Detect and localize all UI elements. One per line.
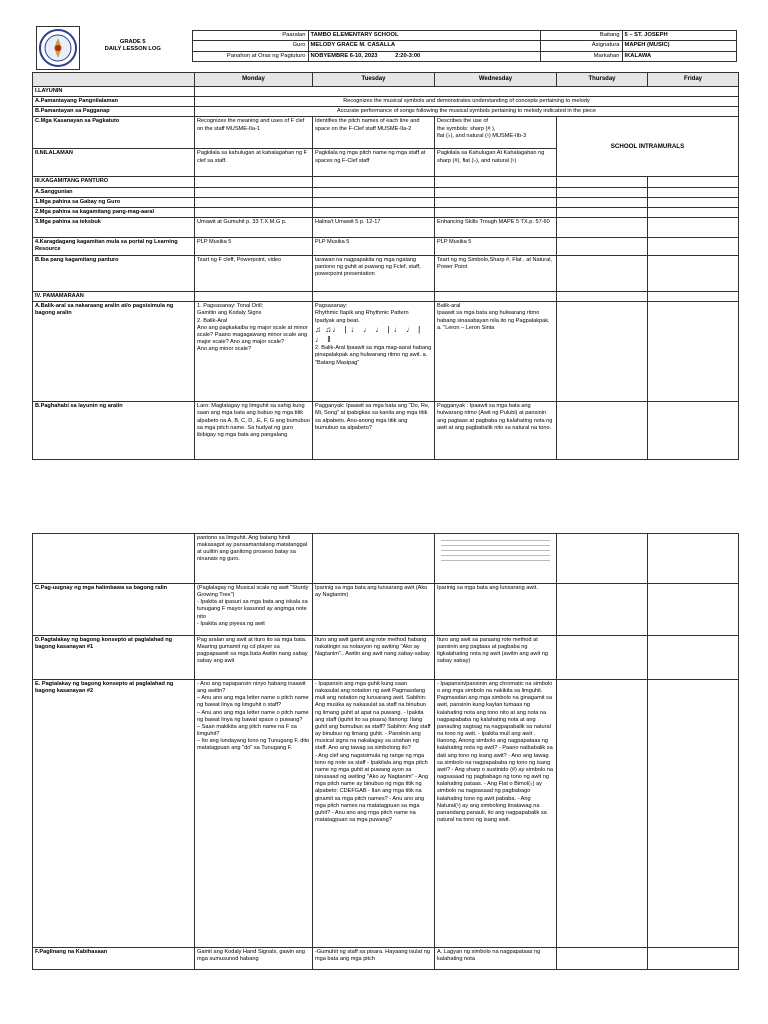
cell-tuesday: Iparinig sa mga bata ang lunsarang awit (Ako ay Nagtanim): [313, 584, 435, 636]
day-friday: Friday: [648, 73, 739, 87]
school-label: Paaralan: [192, 31, 308, 41]
row-label: B.Iba pang kagamitang panturo: [33, 256, 195, 292]
cell-monday: - Ano ang napapansin ninyo habang inaawit ang awitin? – Anu ano ang mga letter name o pitch name ng bawat linya ng limguhit o staff? – Anu ano ang mga letter name o pitch name ng bawat linya ng bawat space o puwang? – Saan makikita ang pitch name na F sa limguhit? – Ito ang lundayang tono ng Tunugang F, dito matatagpuan ang "do" sa Tunugang F.: [195, 680, 313, 948]
log-title: DAILY LESSON LOG: [104, 46, 161, 53]
section-label: IV. PAMAMARAAN: [33, 292, 195, 302]
cell-wednesday: Enhancing Skills Trough MAPE 5 TX.p. 57-60: [435, 218, 557, 238]
row-balik-aral: [33, 302, 739, 402]
grade-value: 5 – ST. JOSEPH: [622, 31, 736, 41]
row-label: 3.Mga pahina sa teksbuk: [33, 218, 195, 238]
row-paghahabi-continued: [33, 534, 739, 584]
row-label: II.NILALAMAN: [33, 149, 195, 177]
cell-wednesday: Tsart ng mg Simbolo,Sharp #, Flat , at Natural, Power Point: [435, 256, 557, 292]
row-label: B.Paghahabi sa layunin ng aralin: [33, 402, 195, 460]
cell-monday: 1. Pagsasanay: Tonal Drill: Gamitin ang Kodaly Signs 2. Balik-Aral Ano ang pagkakaiba ng major scale at minor scale? Paano magagawang minor scale ang major scale? Ano ang major scale? Ano ang minor scale?: [195, 302, 313, 402]
row-label: F.Paglinang na Kabihasaan: [33, 948, 195, 970]
cell-wednesday: Balik-aral Ipaawit sa mga bata ang hulwarang ritmo habang sinasabayan nila ito ng Pagpalakpak. a. "Leron – Leron Sinta: [435, 302, 557, 402]
music-staff-image: [437, 537, 554, 563]
subject-label: Asignatura: [540, 41, 622, 51]
grade-heading: GRADE 5: [119, 38, 146, 45]
cell-monday: pantono sa limguhit. Ang batang hindi makasagot ay pansamantalang matatanggal at uulitin ang ganitong proseso batay sa ninanais ng guro.: [195, 534, 313, 584]
day-tuesday: Tuesday: [313, 73, 435, 87]
cell-tuesday: larawan na nagpapakita ng mga ngalang pantono ng guhit at puwang ng Fclef, staff, powerpoint presentation: [313, 256, 435, 292]
row-label: A.Balik-aral sa nakaraang aralin at/o pagsisimula ng bagong aralin: [33, 302, 195, 402]
rhythm-notation: ♫ ♫♩ | ♩ ♩ ♩ | ♩ ♩ | ♩ ‖: [315, 324, 422, 344]
cell-monday: PLP Musika 5: [195, 238, 313, 256]
row-label: 4.Karagdagang kagamitan mula sa portal ng Learning Resource: [33, 238, 195, 256]
performance-standard: Accurate performance of songs following the musical symbols pertaining to melody indicated in the piece: [195, 107, 739, 117]
quarter-value: IKALAWA: [622, 51, 736, 61]
cell-wednesday: Iparinig sa mga bata ang lunsarang awit.: [435, 584, 557, 636]
row-gabay: [33, 197, 739, 207]
quarter-label: Markahan: [540, 51, 622, 61]
school-value: TAMBO ELEMENTARY SCHOOL: [308, 31, 540, 41]
row-iba-pang-kagamitan: [33, 256, 739, 292]
section-label: III.KAGAMITANG PANTURO: [33, 177, 195, 187]
teacher-label: Guro: [192, 41, 308, 51]
cell-tuesday: Pagkilala ng mga pitch name ng mga staff at spaces ng F-Clef staff: [313, 149, 435, 177]
row-sanggunian: [33, 187, 739, 197]
cell-tuesday: Ituro ang awit gamit ang rote method habang nakatingin sa notasyon ng awiting "Ako ay Nagtanim".. Awitin ang awit nang sabay-sabay: [313, 636, 435, 680]
cell-wednesday: Pagkilala sa Kahulugan At Kahalagahan ng sharp (#), flat (♭), and natural (♮): [435, 149, 557, 177]
cell-tuesday: - Ipapansin ang mga guhit kung saan nakasulat ang notation ng awit Pagmasdang muli ang notation ng lunsarang awit. Sabihin: Ang musika ay nakasulat sa staff na binubuo ng limang guhit at apat na puwang. - Ipakita ang staff (iguhit ito sa pisara) Itanong: Ilang guhit ang bumubuo sa staff? Sabihin: Ang staff ay binubuo ng limang guhit. - Pansinin ang musical signs na nakalagay sa unahan ng staff. Ano ang tawag sa simbolong ito? - Ang clef ang nagsisimula ng range ng mga tono ng note sa staff - Ipakilala ang mga pitch name ng mga guhit at puwang ayon sa isinasaad ng awiting "Ako ay Nagtanim" - Ang mga pitch name ay binubuo ng mga titik ng alpabeto: CDEFGAB - Ilan ang mga titik na ginamit sa mga pitch names? - Anu ano ang mga pitch names na matatagpuan sa mga guhit? - Anu ano ang mga pitch name na matatagpuan sa mga puwang?: [313, 680, 435, 948]
teacher-value: MELODY GRACE M. CASALLA: [308, 41, 540, 51]
day-header-row: [33, 73, 739, 87]
row-label: C.Pag-uugnay ng mga halimbawa sa bagong ralin: [33, 584, 195, 636]
cell-monday: Tsart ng F cleff, Powerpoint, video: [195, 256, 313, 292]
cell-wednesday: - Ipapansin/pansinin ang chromatic na simbolo o ang mga simbolo na nakikita sa limguhit. Pagmasdan ang mga simbolo na ginagamit sa awit, pansinin kung kaylan tumaas ng kalahating nota ang tono nito at ang nota na nagpapababa ng kalahating nota at ang panauling sagisag na nagpapabalik sa natural na tono ng awit. - Ipakita muli ang awit . Itanong, Anong simbolo ang nagpapataas ng kalahating nota ng awit? - Paano naibabalik sa dati ang tono ng isang awit? - Ano ang tawag sa simbolo na nagpapababa ng tono ng isang awit? - Ang sharp o sustinido (#) ay simbolo na nagsasaad ng pagbabago ng tono ng awit ng kalahating pataas. - Ang Flat o Bimol(♭) ay simbolo na nagsasaad ng pagbabago kalahating tono ng awit pababa. - Ang Natural(♮) ay ang simbolong tinatawag na panandang panauli, ito ang nagpapabalik sa natural na tono ng isang awit.: [435, 680, 557, 948]
section-kagamitan: [33, 177, 739, 187]
cell-monday: (Paglalagay ng Musical scale ng awit "Sturdy Growing Tree") - Ipakita at ipasuri sa mga bata ang iskala sa tunugang F mayor kasunod ay angmga note nito - Ipakita ang piyesa ng awit: [195, 584, 313, 636]
cell-tuesday: -Gumuhit ng staff sa pisara. Hayaang isulat ng mga bata ang mga pitch: [313, 948, 435, 970]
review-text: 2. Balik-Aral Ipaawit sa mga mag-aaral habang pinapalakpak ang hulwarang ritmo ng awit. a. "Batang Masipag": [315, 345, 432, 366]
row-kagamitan-mag-aaral: [33, 207, 739, 217]
day-wednesday: Wednesday: [435, 73, 557, 87]
cell-wednesday: Describes the use of the symbols: sharp (# ), flat (♭), and natural (♮) MUSME-IIb-3: [435, 117, 557, 149]
row-label: C.Mga Kasanayan sa Pagkatuto: [33, 117, 195, 149]
row-kasanayan: [33, 117, 739, 149]
section-layunin: [33, 87, 739, 97]
cell-tuesday: Identifies the pitch names of each line and space on the F-Clef staff MUSME-IIa-2: [313, 117, 435, 149]
row-pagganap: [33, 107, 739, 117]
grade-label: Baitang: [540, 31, 622, 41]
row-label: A.Sanggunian: [33, 187, 195, 197]
cell-wednesday: PLP Musika 5: [435, 238, 557, 256]
row-pangnilalaman: [33, 97, 739, 107]
cell-monday: Gamit ang Kodaly Hand Signals, gawin ang mga sumusunod habang: [195, 948, 313, 970]
row-label: A.Pamantayang Pangnilalaman: [33, 97, 195, 107]
cell-tuesday: PLP Musika 5: [313, 238, 435, 256]
corner-cell: [33, 73, 195, 87]
cell-wednesday-staff: [435, 534, 557, 584]
section-label: I.LAYUNIN: [33, 87, 195, 97]
row-label: 1.Mga pahina sa Gabay ng Guro: [33, 197, 195, 207]
cell-monday: Pagkilala sa kahulugan at kahalagahan ng F clef sa staff.: [195, 149, 313, 177]
header-title-cell: [36, 31, 192, 62]
cell-monday: Pag aralan ang awit at ituro ito sa mga bata. Maaring gumamit ng cd player sa pagpapaawit sa mga bata Awitin nang sabay sabay ang awit: [195, 636, 313, 680]
cell-tuesday: Pagganyak: Ipaawit sa mga bata ang "Do, Re, Mi, Song" at ipabigkas sa kanila ang mga titik sa alpabeto. Anu-anong mga titik ang bumubuo sa alpabeto?: [313, 402, 435, 460]
subject-value: MAPEH (MUSIC): [622, 41, 736, 51]
row-konsepto-1: [33, 636, 739, 680]
header-table: [36, 30, 737, 62]
cell-wednesday: Pagganyak : Ipaawit sa mga bata ang hulwarang ritmo (Awit ng Pulubi) at pansinin ang pagtaas at pagbaba ng kalahating nota ng awit at ang pagbabalik nito sa natural na tono.: [435, 402, 557, 460]
row-pag-uugnay: [33, 584, 739, 636]
day-monday: Monday: [195, 73, 313, 87]
row-label: 2.Mga pahina sa kagamitang pang-mag-aaral: [33, 207, 195, 217]
row-label: B.Pamantayan sa Pagganap: [33, 107, 195, 117]
school-intramurals-note: SCHOOL INTRAMURALS: [557, 117, 739, 177]
row-portal: [33, 238, 739, 256]
cell-tuesday: [313, 302, 435, 402]
lesson-log-table-page-2: [32, 533, 739, 970]
cell-wednesday: A. Lagyan ng simbolo na nagpapataas ng kalahating nota: [435, 948, 557, 970]
cell-monday: Recognizes the meaning and uses of F clef on the staff MUSME-IIa-1: [195, 117, 313, 149]
row-label: D.Pagtalakay ng bagong konsepto at paglalahad ng bagong kasanayan #1: [33, 636, 195, 680]
day-thursday: Thursday: [557, 73, 648, 87]
date-value: NOBYEMBRE 6-10, 2023: [310, 52, 378, 59]
row-teksbuk: [33, 218, 739, 238]
cell-monday: Laro: Maglalagay ng limguhit sa sahig kung saan ang mga bata ang bubuo ng mga titik alpabeto na A, B, C, D, .E, F, G ang bumubuo sa mga pitch name. Sa hudyat ng guro ibibigay ng mga bata ang pangalang: [195, 402, 313, 460]
row-label: E. Pagtalakay ng bagong konsepto at paglalahad ng bagong kasanayan #2: [33, 680, 195, 948]
date-time-value: [308, 51, 540, 61]
drill-text: Pagsasanay: Rhythmic Itapik ang Rhythmic Pattern Ipadyak ang beat.: [315, 303, 409, 324]
section-pamamaraan: [33, 292, 739, 302]
content-standard: Recognizes the musical symbols and demonstrates understanding of concepts pertaining to melody: [195, 97, 739, 107]
row-kabihasaan: [33, 948, 739, 970]
row-paghahabi: [33, 402, 739, 460]
lesson-log-table-page-1: [32, 72, 739, 460]
time-label: Panahon at Oras ng Pagtuturo: [192, 51, 308, 61]
cell-wednesday: Ituro ang awit sa paraang rote method at pansinin ang pagtaas at pagbaba ng tigkalahating nota ng awit (awitin ang awit ng sabay sabay): [435, 636, 557, 680]
cell-tuesday: Halina't Umawit 5 p. 12-17: [313, 218, 435, 238]
row-konsepto-2: [33, 680, 739, 948]
cell-monday: Umawit at Gumuhit p. 33 T.X.M.G p.: [195, 218, 313, 238]
time-value: 2:20-3:00: [395, 52, 421, 59]
